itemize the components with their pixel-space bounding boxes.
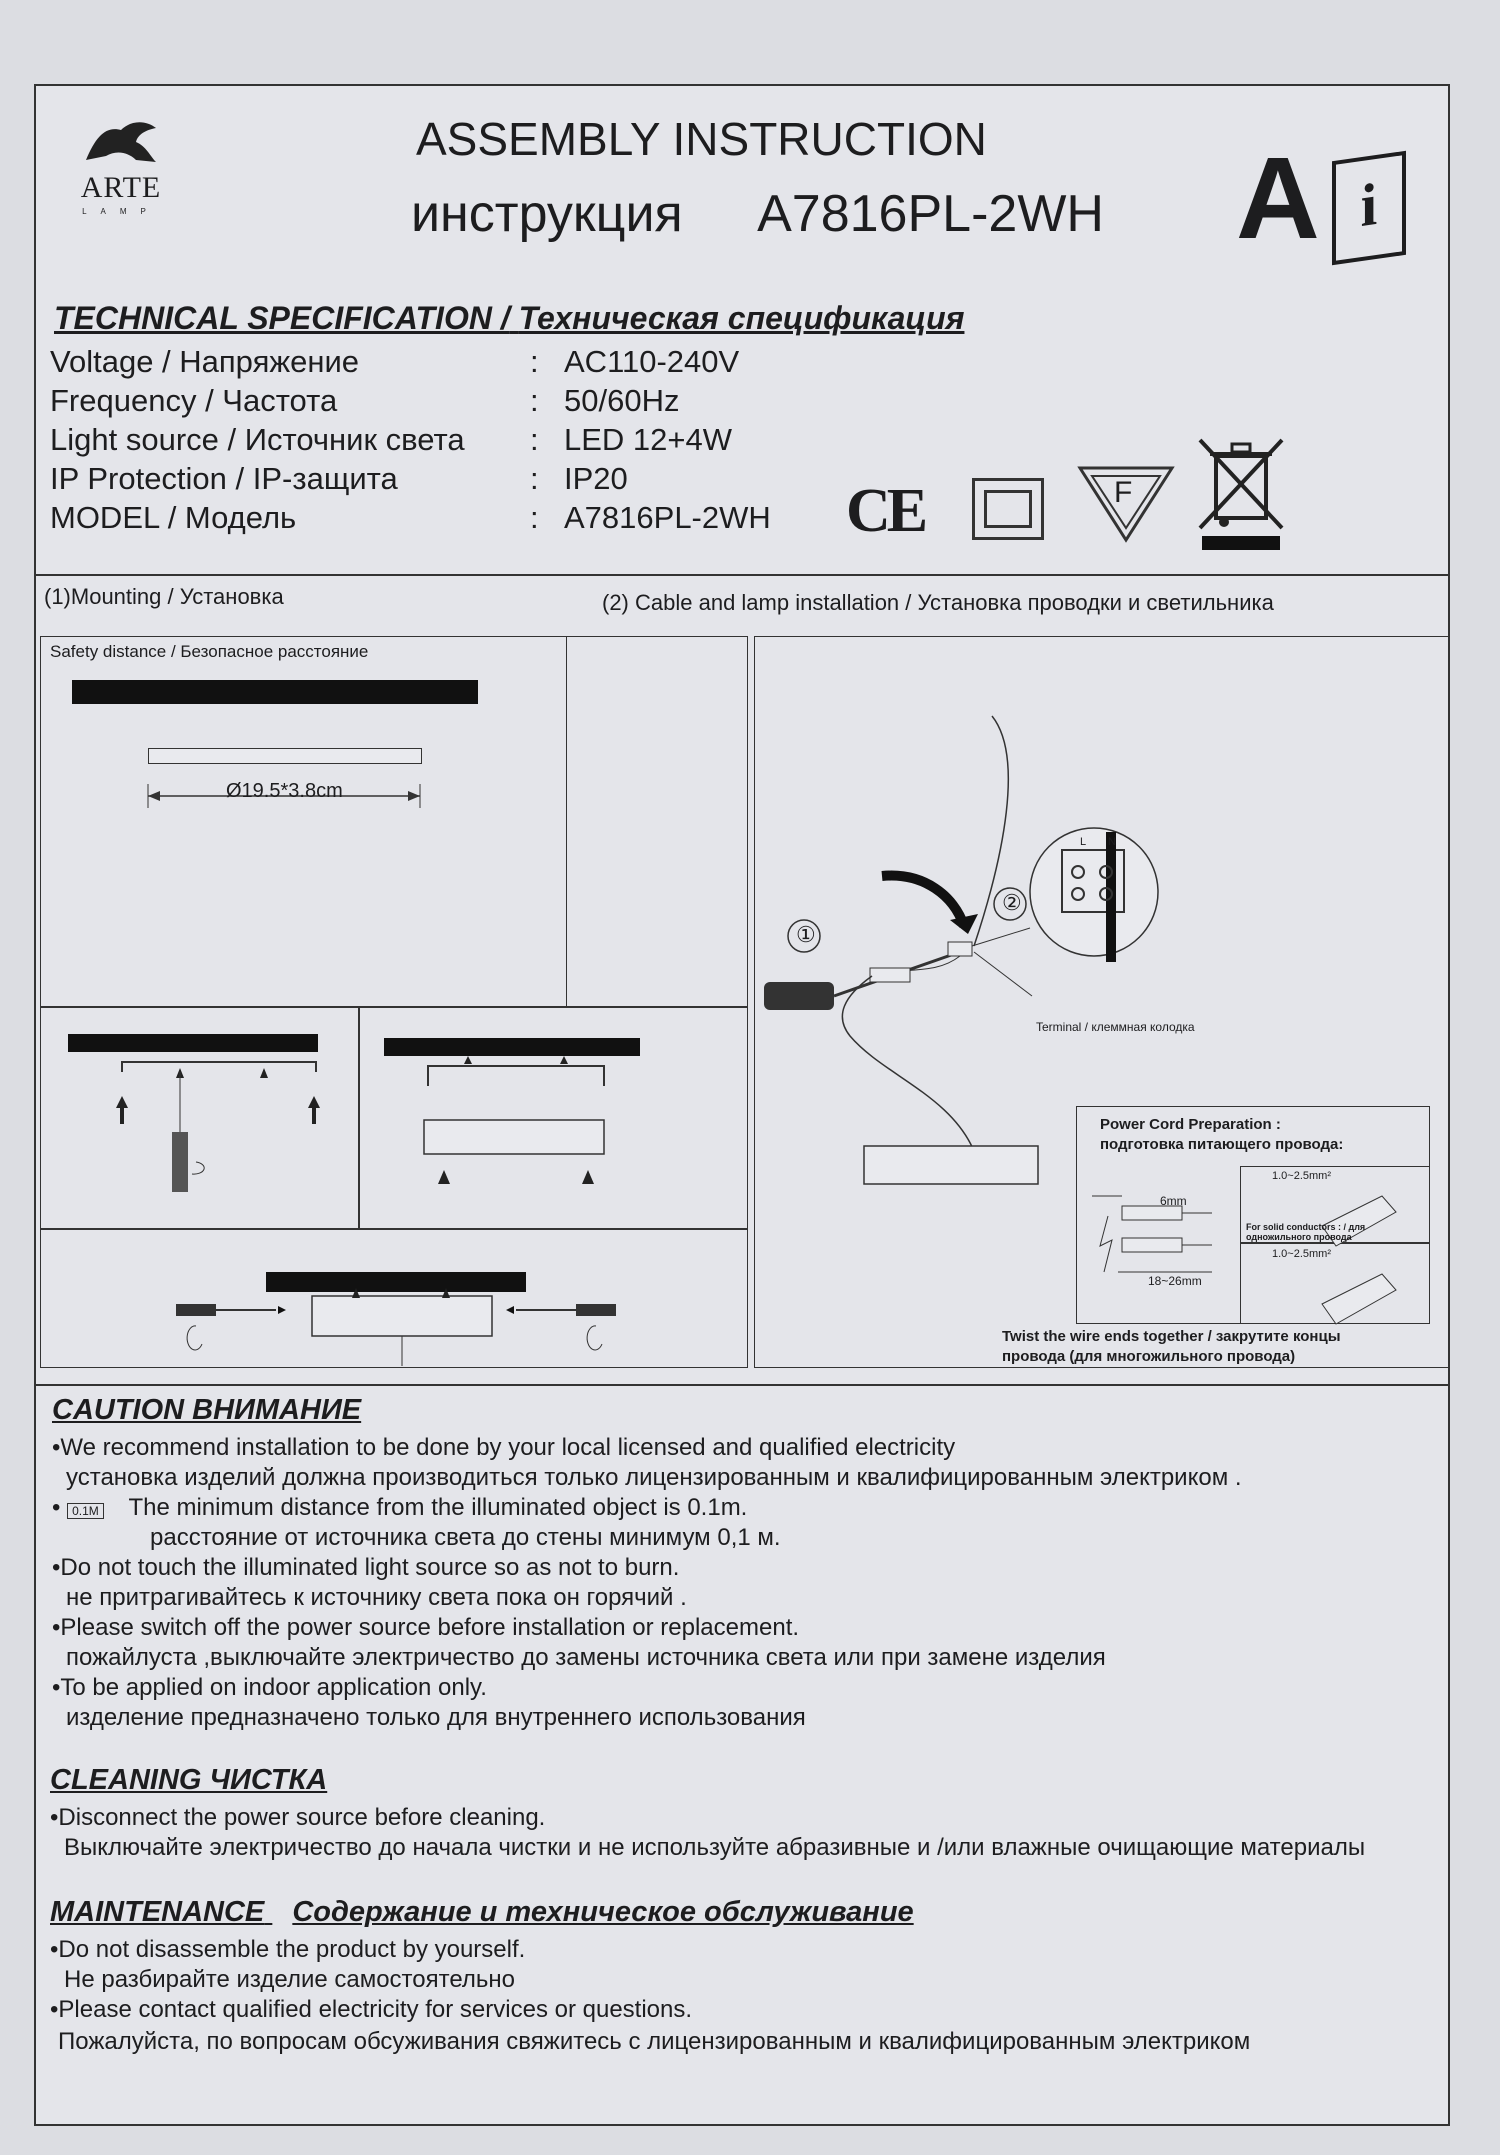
griffin-icon xyxy=(76,116,166,166)
caution-line: расстояние от источника света до стены минимум 0,1 м. xyxy=(150,1524,781,1551)
terminal-n-label: N xyxy=(1108,836,1116,848)
spec-value: 50/60Hz xyxy=(564,383,680,418)
cleaning-line: Выключайте электричество до начала чистки и не используйте абразивные и /или влажные очищающие материалы xyxy=(64,1834,1366,1861)
safety-distance-label: Safety distance / Безопасное расстояние xyxy=(50,642,369,661)
weee-bin-icon xyxy=(1196,436,1286,552)
spec-colon: : xyxy=(530,383,539,418)
caution-line: •We recommend installation to be done by your local licensed and qualified electricity xyxy=(52,1434,956,1461)
spec-heading-en: TECHNICAL SPECIFICATION / xyxy=(54,300,510,336)
step-2-label: ② xyxy=(1002,890,1022,915)
spec-colon: : xyxy=(530,344,539,379)
title-russian-row xyxy=(411,184,1104,244)
mounting-divider-2 xyxy=(40,1228,748,1230)
logo-sub: LAMP xyxy=(82,207,160,216)
strip-6mm: 6mm xyxy=(1160,1194,1187,1208)
dimension-label: Ø19.5*3.8cm xyxy=(226,780,343,802)
step-1-label: ① xyxy=(796,922,816,947)
min-distance-icon: 0.1M xyxy=(67,1503,104,1519)
lamp-outline xyxy=(148,748,422,764)
spec-row xyxy=(50,500,771,539)
spec-value: LED 12+4W xyxy=(564,422,733,457)
info-book-letter: i xyxy=(1360,170,1378,240)
terminal-l-label: L xyxy=(1080,836,1087,848)
maintenance-heading-ru: Содержание и техническое обслуживание xyxy=(292,1896,914,1928)
cleaning-line: •Disconnect the power source before cleaning. xyxy=(50,1804,546,1831)
mounting-side-panel xyxy=(566,636,747,1007)
ceiling-bar-a xyxy=(68,1034,318,1052)
spec-row xyxy=(50,344,771,383)
info-book-icon xyxy=(1332,151,1406,265)
spec-value: IP20 xyxy=(564,461,628,496)
lamp-attach-diagram xyxy=(384,1056,644,1186)
spec-label: IP Protection / IP-защита xyxy=(50,461,398,496)
bracket-screw-diagram xyxy=(76,1052,356,1212)
caution-line: •To be applied on indoor application only. xyxy=(52,1674,487,1701)
spec-label: Light source / Источник света xyxy=(50,422,465,457)
terminal-label: Terminal / клеммная колодка xyxy=(1036,1020,1195,1034)
maintenance-line: •Please contact qualified electricity for services or questions. xyxy=(50,1996,693,2023)
spec-colon: : xyxy=(530,500,539,535)
brand-logo xyxy=(66,116,176,216)
spec-row xyxy=(50,383,771,422)
spec-colon: : xyxy=(530,422,539,457)
caution-line: установка изделий должна производиться только лицензированным и квалифицированным электриком . xyxy=(66,1464,1242,1491)
spec-label: Frequency / Частота xyxy=(50,383,338,418)
maintenance-heading-en: MAINTENANCE xyxy=(50,1896,265,1928)
cross-section-1: 1.0~2.5mm² xyxy=(1272,1170,1331,1182)
spec-heading-ru: Техническая спецификация xyxy=(518,300,965,336)
spec-heading xyxy=(54,300,964,337)
mounting-divider xyxy=(40,1006,748,1008)
instruction-sheet xyxy=(34,84,1450,2126)
spec-colon: : xyxy=(530,461,539,496)
caution-line: •Do not touch the illuminated light source so as not to burn. xyxy=(52,1554,680,1581)
caution-line: •Please switch off the power source before installation or replacement. xyxy=(52,1614,800,1641)
caution-line: The minimum distance from the illuminated object is 0.1m. xyxy=(128,1494,748,1521)
caution-line: не притрагивайтесь к источнику света пока он горячий . xyxy=(66,1584,687,1611)
cross-section-2: 1.0~2.5mm² xyxy=(1272,1248,1331,1260)
maintenance-line: •Do not disassemble the product by yourself. xyxy=(50,1936,526,1963)
logo-brand: ARTE xyxy=(80,171,162,204)
double-insulation-icon xyxy=(972,478,1044,540)
cleaning-heading: CLEANING ЧИСТКА xyxy=(50,1764,328,1796)
mounting-title: (1)Mounting / Установка xyxy=(44,584,284,609)
ceiling-bar-b xyxy=(384,1038,640,1056)
maintenance-heading xyxy=(50,1896,914,1929)
ceiling-bar xyxy=(72,680,478,704)
strip-18-26mm: 18~26mm xyxy=(1148,1274,1202,1288)
min-distance-row xyxy=(52,1494,747,1522)
diagram-panel xyxy=(36,574,1448,1386)
caution-line: изделение предназначено только для внутреннего использования xyxy=(66,1704,806,1731)
mounting-divider-v xyxy=(358,1006,360,1230)
spec-value: A7816PL-2WH xyxy=(564,500,771,535)
cord-strip-diagram xyxy=(1092,1176,1432,1326)
power-cord-en: Power Cord Preparation : xyxy=(1100,1116,1281,1133)
solid-note-ru: одножильного провода xyxy=(1246,1232,1352,1242)
maintenance-line: Пожалуйста, по вопросам обсуживания свяжитесь с лицензированным и квалифицированным электриком xyxy=(58,2028,1251,2055)
spec-label: Voltage / Напряжение xyxy=(50,344,360,379)
spec-row xyxy=(50,422,771,461)
twist-note-ru: провода (для многожильного провода) xyxy=(1002,1348,1296,1365)
spec-value: AC110-240V xyxy=(564,344,740,379)
power-cord-ru: подготовка питающего провода: xyxy=(1100,1136,1344,1153)
bullet: • xyxy=(52,1494,68,1521)
maintenance-line: Не разбирайте изделие самостоятельно xyxy=(64,1966,516,1993)
title-russian: инструкция xyxy=(411,185,683,243)
spec-table xyxy=(50,344,771,539)
title-model: A7816PL-2WH xyxy=(757,185,1104,243)
solid-note-en: For solid conductors : / для xyxy=(1246,1222,1366,1232)
title-english: ASSEMBLY INSTRUCTION xyxy=(416,113,987,165)
f-mark-letter: F xyxy=(1114,476,1133,509)
twist-note-en: Twist the wire ends together / закрутите концы xyxy=(1002,1328,1341,1345)
ce-mark-icon: CE xyxy=(846,477,925,545)
spec-label: MODEL / Модель xyxy=(50,500,297,535)
cable-title: (2) Cable and lamp installation / Установка проводки и светильника xyxy=(602,590,1274,615)
caution-line: пожайлуста ,выключайте электричество до замены источника света или при замене изделия xyxy=(66,1644,1106,1671)
spec-row xyxy=(50,461,771,500)
caution-heading: CAUTION ВНИМАНИЕ xyxy=(52,1394,362,1426)
side-screw-diagram xyxy=(136,1276,656,1366)
info-letter: A xyxy=(1236,133,1320,263)
